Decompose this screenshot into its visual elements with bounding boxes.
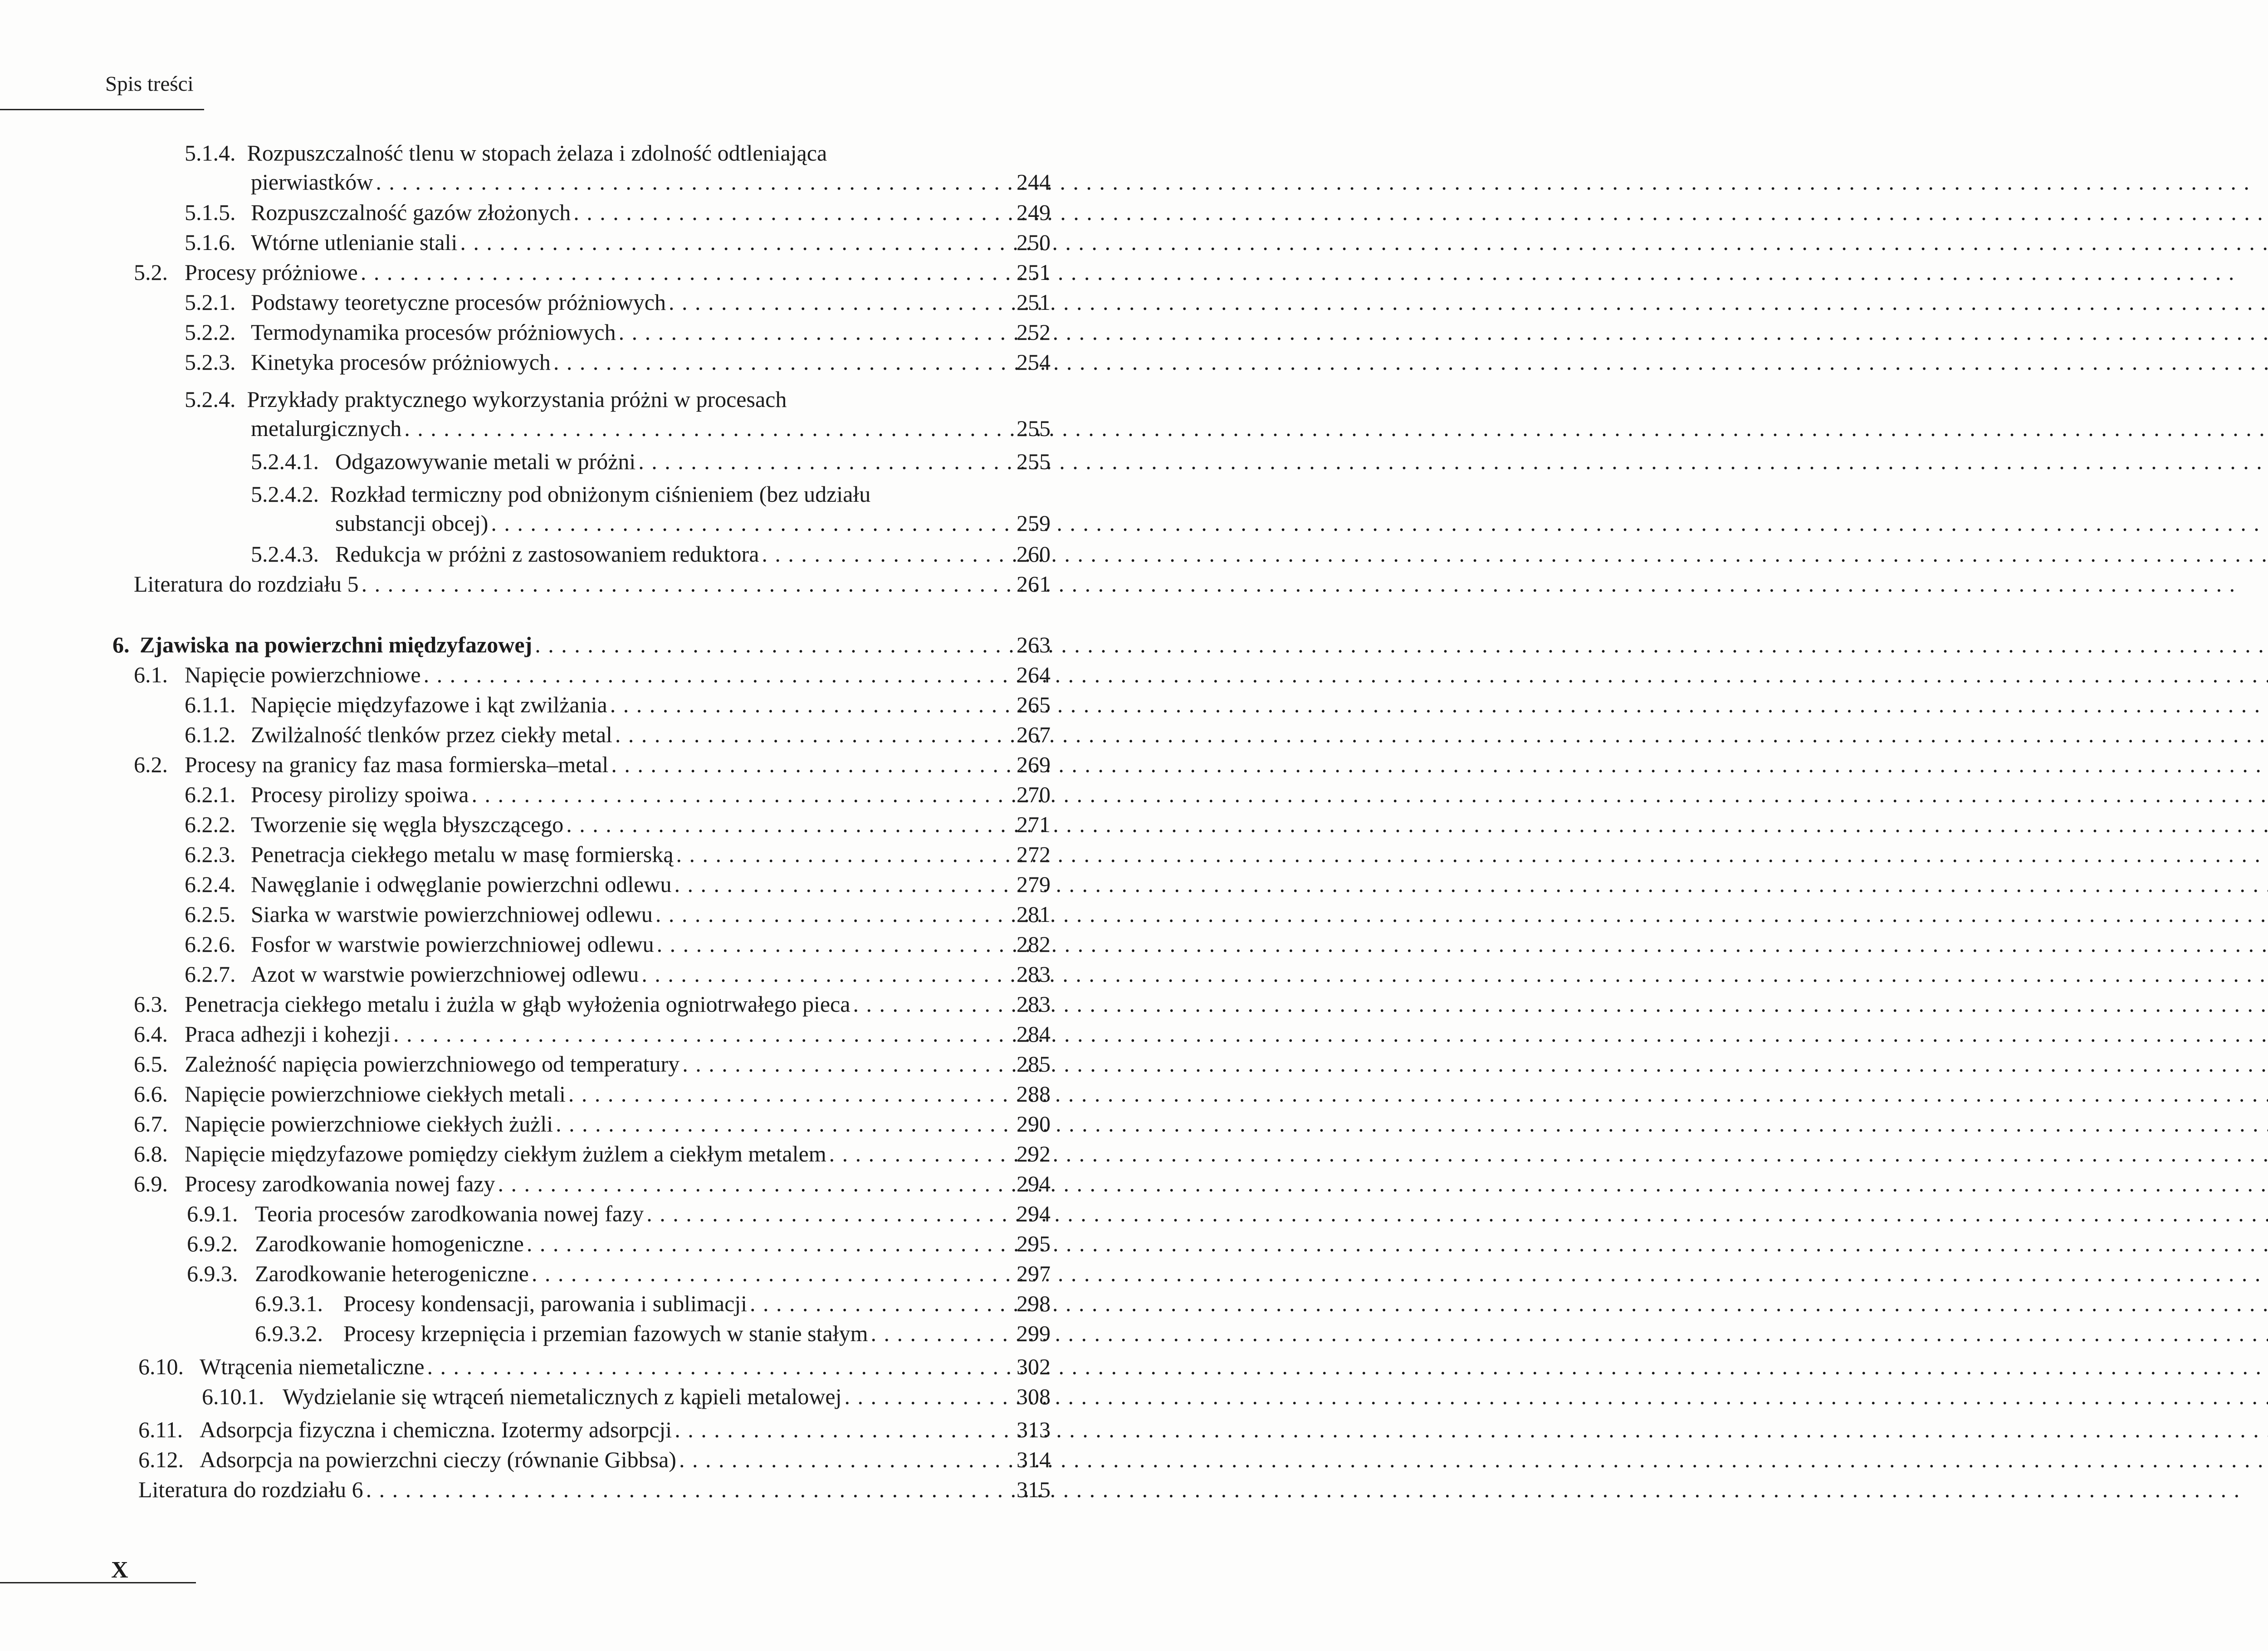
toc-title: Wtrącenia niemetaliczne — [200, 1354, 425, 1379]
toc-page-number: 251 — [1017, 289, 1051, 315]
toc-entry-5-2-2[interactable] — [185, 318, 1051, 346]
toc-number: 5.2.4.3. — [251, 541, 319, 567]
toc-page-number: 313 — [1017, 1417, 1051, 1442]
toc-entry-5-2-3[interactable] — [185, 348, 1051, 376]
toc-page-number: 251 — [1017, 260, 1051, 285]
toc-entry-literatura-5[interactable] — [134, 570, 1051, 598]
toc-entry-6-12[interactable] — [138, 1445, 1051, 1474]
toc-entry-5-1-4-line1 — [185, 139, 827, 167]
toc-page-number: 261 — [1017, 571, 1051, 597]
toc-entry-5-1-4[interactable] — [251, 168, 1051, 196]
toc-page-number: 290 — [1017, 1111, 1051, 1137]
toc-entry-6-10[interactable] — [138, 1352, 1051, 1381]
toc-page-number: 314 — [1017, 1447, 1051, 1472]
toc-page-number: 302 — [1017, 1354, 1051, 1379]
dot-leader — [457, 228, 1017, 256]
toc-page-number: 281 — [1017, 901, 1051, 927]
toc-number: 6.9. — [134, 1171, 168, 1196]
toc-page-number: 255 — [1017, 416, 1051, 441]
toc-number: 6.10. — [138, 1354, 184, 1379]
running-header: Spis treści — [105, 72, 194, 96]
toc-title: Podstawy teoretyczne procesów próżniowych — [251, 289, 666, 315]
toc-title: Penetracja ciekłego metalu w masę formierską — [251, 842, 674, 867]
toc-entry-6-2-7[interactable] — [185, 960, 1051, 988]
dot-leader — [358, 258, 1017, 286]
toc-title: Napięcie powierzchniowe ciekłych metali — [185, 1081, 566, 1107]
toc-title: Rozkład termiczny pod obniżonym ciśnieniem (bez udziału — [330, 481, 871, 507]
toc-number: 6. — [112, 632, 130, 657]
toc-entry-literatura-6[interactable] — [138, 1475, 1051, 1504]
dot-leader — [672, 1416, 1017, 1444]
dot-leader — [563, 810, 1017, 838]
dot-leader — [608, 750, 1017, 779]
dot-leader — [359, 570, 1017, 598]
footer-rule — [0, 1582, 196, 1583]
toc-title: Teoria procesów zarodkowania nowej fazy — [255, 1201, 644, 1226]
dot-leader — [616, 318, 1017, 346]
toc-page-number: 270 — [1017, 782, 1051, 807]
toc-page-number: 244 — [1017, 169, 1051, 195]
dot-leader — [612, 720, 1017, 749]
toc-title-continuation: pierwiastków — [251, 169, 373, 195]
toc-title: Rozpuszczalność tlenu w stopach żelaza i zdolność odtleniająca — [247, 140, 827, 166]
dot-leader — [759, 540, 1017, 568]
toc-page-number: 264 — [1017, 662, 1051, 687]
toc-number: 6.2.1. — [185, 782, 236, 807]
toc-number: 5.2.3. — [185, 349, 236, 375]
toc-page-number: 295 — [1017, 1231, 1051, 1256]
toc-title: Adsorpcja fizyczna i chemiczna. Izotermy adsorpcji — [200, 1417, 672, 1442]
toc-entry-6-2-2[interactable] — [185, 810, 1051, 838]
dot-leader — [524, 1230, 1017, 1258]
toc-title: Azot w warstwie powierzchniowej odlewu — [251, 961, 639, 987]
toc-number: 6.2.7. — [185, 961, 236, 987]
toc-number: 6.9.3.2. — [255, 1321, 323, 1346]
toc-entry-5-2-4-1[interactable] — [251, 447, 1051, 475]
toc-entry-chapter-6[interactable] — [112, 631, 1051, 659]
toc-page-number: 255 — [1017, 449, 1051, 474]
dot-leader — [363, 1475, 1017, 1504]
toc-title: Praca adhezji i kohezji — [185, 1021, 391, 1047]
toc-entry-6-6[interactable] — [134, 1080, 1051, 1108]
toc-entry-6-9-2[interactable] — [187, 1230, 1051, 1258]
toc-page-number: 249 — [1017, 200, 1051, 225]
toc-number: 6.2.5. — [185, 901, 236, 927]
toc-number: 6.9.1. — [187, 1201, 238, 1226]
toc-entry-5-2-4-2[interactable] — [335, 509, 1051, 537]
toc-entry-6-1-1[interactable] — [185, 691, 1051, 719]
dot-leader — [826, 1140, 1017, 1168]
toc-number: 6.1.1. — [185, 692, 236, 717]
toc-page-number: 283 — [1017, 991, 1051, 1017]
toc-title: Tworzenie się węgla błyszczącego — [251, 812, 564, 837]
dot-leader — [644, 1200, 1017, 1228]
toc-title: Zwilżalność tlenków przez ciekły metal — [251, 722, 612, 747]
toc-title: Nawęglanie i odwęglanie powierzchni odlewu — [251, 872, 672, 897]
toc-number: 6.7. — [134, 1111, 168, 1137]
toc-number: 6.6. — [134, 1081, 168, 1107]
toc-number: 5.2.1. — [185, 289, 236, 315]
dot-leader — [391, 1020, 1017, 1048]
dot-leader — [553, 1110, 1017, 1138]
toc-title: Zarodkowanie heterogeniczne — [255, 1261, 529, 1286]
toc-entry-6-9-3[interactable] — [187, 1259, 1051, 1288]
toc-page-number: 265 — [1017, 692, 1051, 717]
toc-entry-6-2-6[interactable] — [185, 930, 1051, 958]
toc-entry-6-8[interactable] — [134, 1140, 1051, 1168]
toc-page-number: 272 — [1017, 842, 1051, 867]
page-number-roman: X — [111, 1557, 128, 1583]
toc-title: Procesy kondensacji, parowania i sublimacji — [343, 1291, 748, 1316]
toc-page-number: 283 — [1017, 961, 1051, 987]
toc-entry-6-2-1[interactable] — [185, 780, 1051, 808]
dot-leader — [676, 1445, 1017, 1474]
dot-leader — [747, 1289, 1017, 1318]
toc-title: Adsorpcja na powierzchni cieczy (równanie Gibbsa) — [200, 1447, 676, 1472]
toc-number: 6.5. — [134, 1051, 168, 1077]
toc-title: Napięcie powierzchniowe — [185, 662, 421, 687]
toc-number: 5.2.4.1. — [251, 449, 319, 474]
toc-entry-6-2-4[interactable] — [185, 870, 1051, 898]
dot-leader — [495, 1170, 1017, 1198]
toc-entry-5-2-4-2-line1 — [251, 480, 870, 508]
toc-number: 6.9.3. — [187, 1261, 238, 1286]
dot-leader — [671, 870, 1017, 898]
toc-page-number: 284 — [1017, 1021, 1051, 1047]
toc-title: Wydzielanie się wtrąceń niemetalicznych z kąpieli metalowej — [283, 1384, 842, 1409]
toc-title: Procesy krzepnięcia i przemian fazowych w stanie stałym — [343, 1321, 868, 1346]
dot-leader — [566, 1080, 1017, 1108]
toc-title: Literatura do rozdziału 5 — [134, 571, 359, 597]
toc-page-number: 254 — [1017, 349, 1051, 375]
toc-page-number: 271 — [1017, 812, 1051, 837]
toc-entry-6-10-1[interactable] — [202, 1382, 1051, 1411]
toc-page-number: 260 — [1017, 541, 1051, 567]
dot-leader — [469, 780, 1017, 808]
toc-title: Napięcie międzyfazowe pomiędzy ciekłym żużlem a ciekłym metalem — [185, 1141, 826, 1166]
dot-leader — [674, 840, 1017, 868]
toc-page-number: 298 — [1017, 1291, 1051, 1316]
toc-number: 6.2.4. — [185, 872, 236, 897]
toc-entry-6-2-3[interactable] — [185, 840, 1051, 868]
toc-title: Literatura do rozdziału 6 — [138, 1477, 363, 1502]
dot-leader — [654, 930, 1017, 958]
toc-title: Procesy próżniowe — [185, 260, 358, 285]
toc-title: Odgazowywanie metali w próżni — [335, 449, 636, 474]
toc-entry-5-2-1[interactable] — [185, 288, 1051, 316]
toc-page-number: 294 — [1017, 1201, 1051, 1226]
toc-page-number: 267 — [1017, 722, 1051, 747]
toc-number: 6.8. — [134, 1141, 168, 1166]
toc-number: 5.2. — [134, 260, 168, 285]
toc-entry-6-2-5[interactable] — [185, 900, 1051, 928]
toc-title: Procesy zarodkowania nowej fazy — [185, 1171, 495, 1196]
dot-leader — [850, 990, 1017, 1018]
toc-title: Zjawiska na powierzchni międzyfazowej — [140, 632, 533, 657]
toc-entry-6-1-2[interactable] — [185, 720, 1051, 749]
toc-page-number: 269 — [1017, 752, 1051, 777]
toc-page-number: 292 — [1017, 1141, 1051, 1166]
toc-entry-6-4[interactable] — [134, 1020, 1051, 1048]
toc-page-number: 315 — [1017, 1477, 1051, 1502]
toc-title: Napięcie międzyfazowe i kąt zwilżania — [251, 692, 607, 717]
toc-title: Redukcja w próżni z zastosowaniem reduktora — [335, 541, 759, 567]
toc-number: 6.2.6. — [185, 931, 236, 957]
toc-entry-5-2[interactable] — [134, 258, 1051, 286]
toc-page-number: 263 — [1017, 632, 1051, 657]
dot-leader — [653, 900, 1017, 928]
toc-entry-5-2-4[interactable] — [251, 414, 1051, 442]
dot-leader — [868, 1319, 1017, 1347]
toc-title: Penetracja ciekłego metalu i żużla w głąb wyłożenia ogniotrwałego pieca — [185, 991, 850, 1017]
toc-page-number: 288 — [1017, 1081, 1051, 1107]
toc-page-number: 250 — [1017, 230, 1051, 255]
toc-title-continuation: substancji obcej) — [335, 510, 489, 536]
toc-entry-6-9-3-2[interactable] — [255, 1319, 1051, 1347]
toc-page-number: 252 — [1017, 319, 1051, 345]
toc-title: Rozpuszczalność gazów złożonych — [251, 200, 571, 225]
toc-page-number: 294 — [1017, 1171, 1051, 1196]
toc-entry-6-7[interactable] — [134, 1110, 1051, 1138]
toc-number: 5.2.4.2. — [251, 481, 319, 507]
toc-title: Zależność napięcia powierzchniowego od temperatury — [185, 1051, 680, 1077]
toc-title: Kinetyka procesów próżniowych — [251, 349, 551, 375]
dot-leader — [551, 348, 1017, 376]
toc-title: Przykłady praktycznego wykorzystania próżni w procesach — [247, 387, 787, 412]
toc-entry-5-2-4-line1 — [185, 385, 787, 413]
dot-leader — [635, 447, 1017, 475]
dot-leader — [421, 661, 1017, 689]
toc-number: 6.9.2. — [187, 1231, 238, 1256]
toc-page-number: 259 — [1017, 510, 1051, 536]
toc-number: 6.2. — [134, 752, 168, 777]
dot-leader — [666, 288, 1017, 316]
toc-title: Procesy na granicy faz masa formierska–metal — [185, 752, 609, 777]
toc-title: Termodynamika procesów próżniowych — [251, 319, 616, 345]
toc-entry-6-5[interactable] — [134, 1050, 1051, 1078]
toc-page-number: 308 — [1017, 1384, 1051, 1409]
toc-entry-5-1-6[interactable] — [185, 228, 1051, 256]
toc-number: 6.4. — [134, 1021, 168, 1047]
toc-title: Procesy pirolizy spoiwa — [251, 782, 469, 807]
dot-leader — [571, 198, 1017, 226]
toc-number: 6.1.2. — [185, 722, 236, 747]
toc-number: 5.1.4. — [185, 140, 236, 166]
toc-entry-6-9[interactable] — [134, 1170, 1051, 1198]
dot-leader — [842, 1382, 1017, 1411]
toc-entry-5-1-5[interactable] — [185, 198, 1051, 226]
toc-number: 6.11. — [138, 1417, 183, 1442]
toc-entry-6-2[interactable] — [134, 750, 1051, 779]
toc-page-number: 299 — [1017, 1321, 1051, 1346]
dot-leader — [488, 509, 1017, 537]
toc-entry-6-9-1[interactable] — [187, 1200, 1051, 1228]
toc-title: Napięcie powierzchniowe ciekłych żużli — [185, 1111, 553, 1137]
toc-title: Wtórne utlenianie stali — [251, 230, 458, 255]
toc-entry-6-11[interactable] — [138, 1416, 1051, 1444]
dot-leader — [607, 691, 1017, 719]
toc-number: 6.3. — [134, 991, 168, 1017]
toc-number: 6.2.3. — [185, 842, 236, 867]
toc-number: 5.2.4. — [185, 387, 236, 412]
table-of-contents — [0, 0, 1082, 1651]
dot-leader — [373, 168, 1017, 196]
dot-leader — [639, 960, 1017, 988]
toc-number: 5.1.6. — [185, 230, 236, 255]
dot-leader — [532, 631, 1017, 659]
toc-entry-5-2-4-3[interactable] — [251, 540, 1051, 568]
toc-number: 6.1. — [134, 662, 168, 687]
toc-number: 6.12. — [138, 1447, 184, 1472]
toc-title: Siarka w warstwie powierzchniowej odlewu — [251, 901, 653, 927]
toc-entry-6-3[interactable] — [134, 990, 1051, 1018]
toc-entry-6-9-3-1[interactable] — [255, 1289, 1051, 1318]
toc-number: 5.1.5. — [185, 200, 236, 225]
toc-title: Zarodkowanie homogeniczne — [255, 1231, 524, 1256]
toc-number: 6.10.1. — [202, 1384, 264, 1409]
toc-number: 6.2.2. — [185, 812, 236, 837]
toc-page-number: 279 — [1017, 872, 1051, 897]
toc-title: Fosfor w warstwie powierzchniowej odlewu — [251, 931, 654, 957]
toc-page-number: 282 — [1017, 931, 1051, 957]
toc-entry-6-1[interactable] — [134, 661, 1051, 689]
toc-page-number: 297 — [1017, 1261, 1051, 1286]
toc-number: 5.2.2. — [185, 319, 236, 345]
dot-leader — [679, 1050, 1017, 1078]
dot-leader — [529, 1259, 1017, 1288]
dot-leader — [401, 414, 1017, 442]
toc-number: 6.9.3.1. — [255, 1291, 323, 1316]
dot-leader — [425, 1352, 1017, 1381]
toc-page-number: 285 — [1017, 1051, 1051, 1077]
toc-title-continuation: metalurgicznych — [251, 416, 402, 441]
